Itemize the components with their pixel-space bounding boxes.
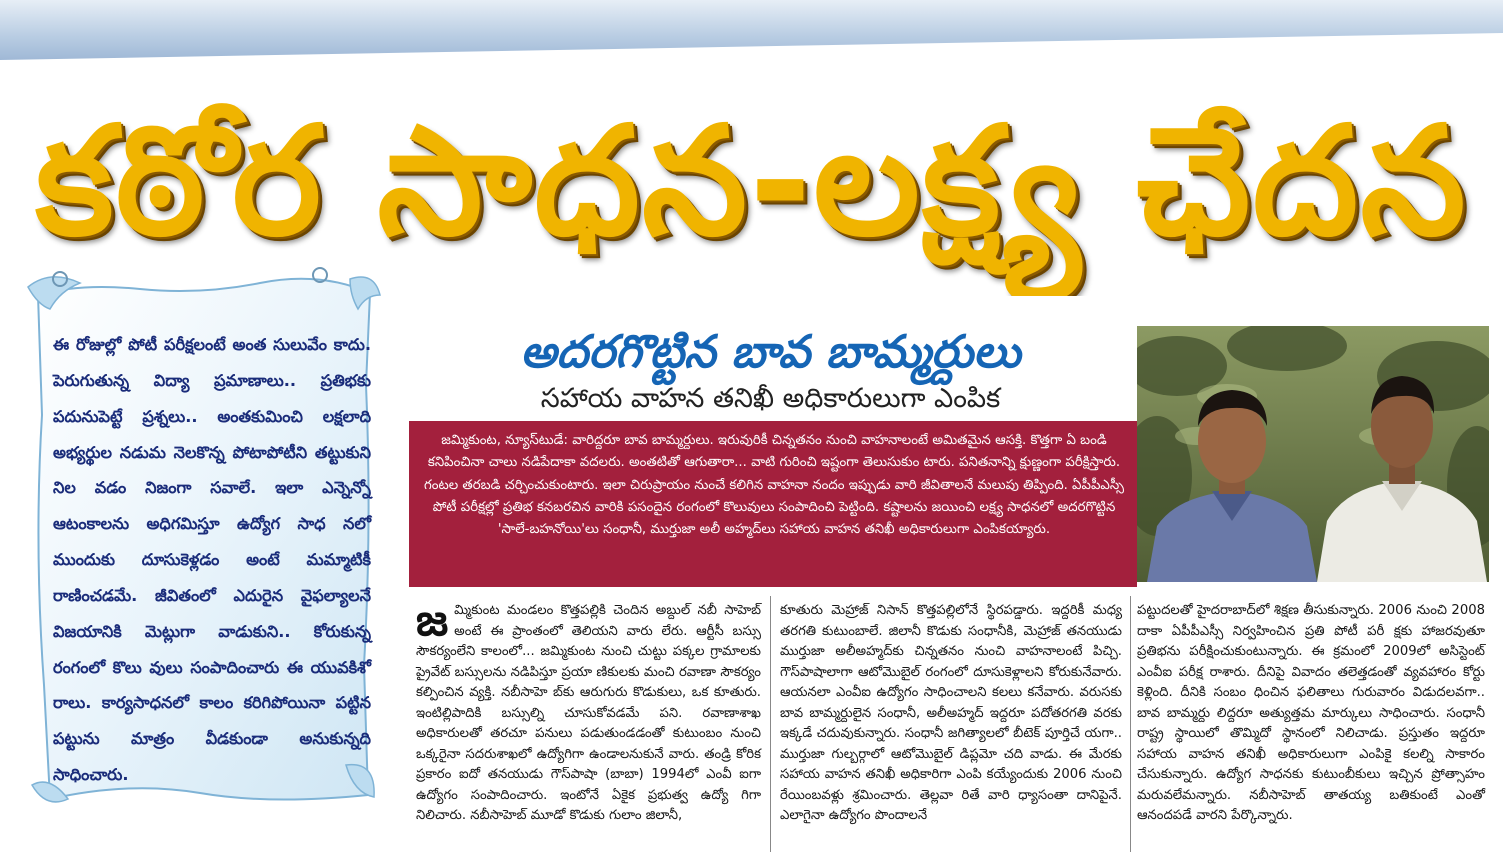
photo-illustration: [1137, 326, 1489, 582]
column-divider: [770, 596, 771, 852]
column-divider: [1130, 596, 1131, 852]
drop-cap: జ: [416, 595, 449, 646]
body-column-1: [416, 595, 761, 827]
lead-paragraph-box: జమ్మికుంట, న్యూస్‌టుడే: వారిద్దరూ బావ బామ్మర్దులు. ఇరువురికీ చిన్నతనం నుంచి వాహనాలంటే అమితమైన ఆసక్తి. కొత్తగా ఏ బండి కనిపించినా చాలు నడిపేదాకా వదలరు. అంతటితో ఆగుతారా... వాటి గురించి ఇష్టంగా తెలుసుకుం టారు. పనితనాన్ని క్షుణ్ణంగా పరీక్షిస్తారు. గంటల తరబడి చర్చించుకుంటారు. ఇలా చిరుప్రాయం నుంచే కలిగిన వాహనా నందం ఇప్పుడు వారి జీవితాలనే మలుపు తిప్పింది. ఏపీపీఎస్సీ పోటీ పరీక్షల్లో ప్రతిభ కనబరచిన వారికి పసందైన రంగంలో కొలువులు సంపాదించి పెట్టింది. కష్టాలను జయించి లక్ష్య సాధనలో అదరగొట్టిన 'సాలే-బహనోయి'లు సంధానీ, ముర్తుజా అలీ అహ్మద్‌లు సహాయ వాహన తనిఖీ అధికారులుగా ఎంపికయ్యారు.: [409, 421, 1137, 587]
portrait-photo-two-men: [1137, 326, 1489, 582]
subheadline: అదరగొట్టిన బావ బామ్మర్దులు: [520, 325, 1021, 378]
headline: కఠోర సాధన-లక్ష్య ఛేదన: [35, 95, 1468, 269]
sidebar-scroll-box: [20, 265, 385, 810]
subsubheadline: సహాయ వాహన తనిఖీ అధికారులుగా ఎంపిక: [540, 383, 1001, 414]
sidebar-text: ఈ రోజుల్లో పోటీ పరీక్షలంటే అంత సులువేం కాదు. పెరుగుతున్న విద్యా ప్రమాణాలు.. ప్రతిభకు పదునుపెట్టే ప్రశ్నలు.. అంతకుమించి లక్షలాది అభ్యర్థుల నడుమ నెలకొన్న పోటాపోటీని తట్టుకుని నిల వడం నిజంగా సవాలే. ఇలా ఎన్నెన్నో ఆటంకాలను అధిగమిస్తూ ఉద్యోగ సాధ నలో ముందుకు దూసుకెళ్లడం అంటే మమ్మాటికీ రాణించడమే. జీవితంలో ఎదురైన వైఫల్యాలనే విజయానికి మెట్లుగా వాడుకుని.. కోరుకున్న రంగంలో కొలు వులు సంపాదించారు ఈ యువకిశో రాలు. కార్యసాధనలో కాలం కరిగిపోయినా పట్టిన పట్టును మాత్రం వీడకుండా అనుకున్నది సాధించారు.: [53, 335, 371, 785]
body-column-1-text: మ్మికుంట మండలం కొత్తపల్లికి చెందిన అబ్దుల్ నబీ సాహెబ్ అంటే ఈ ప్రాంతంలో తెలియని వారు లేరు. ఆర్టీసీ బస్సు సౌకర్యంలేని కాలంలో... జమ్మికుంట నుంచి చుట్టు పక్కల గ్రామాలకు ప్రైవేట్ బస్సులను నడిపిస్తూ ప్రయా ణికులకు మంచి రవాణా సౌకర్యం కల్పించిన వ్యక్తి. నబీసాహె బ్‌కు ఆరుగురు కొడుకులు, ఒక కూతురు. ఇంటిల్లిపాదికి బస్సుల్ని చూసుకోవడమే పని. రవాణాశాఖ అధికారులతో తరచూ పనులు పడుతుండడంతో కుటుంబం నుంచి ఒక్కరైనా సదరుశాఖలో ఉద్యోగిగా ఉండాలనుకునే వారు. తండ్రి కోరిక ప్రకారం ఐదో తనయుడు గౌస్‌పాషా (బాబా) 1994లో ఎంవీ ఐగా ఉద్యోగం సంపాదించారు. ఇంటోనే ఏకైక ప్రభుత్వ ఉద్యో గిగా నిలిచారు. నబీసాహెబ్ మూడో కొడుకు గులాం జిలానీ,: [416, 603, 761, 823]
top-banner-band: [0, 0, 1503, 60]
body-column-3: పట్టుదలతో హైదరాబాద్‌లో శిక్షణ తీసుకున్నారు. 2006 నుంచి 2008 దాకా ఏపీపీఎస్సీ నిర్వహించిన ప్రతి పోటీ పరీ క్షకు హాజరవుతూ ప్రతిభను పరీక్షించుకుంటున్నారు. ఈ క్రమంలో 2009లో అసిస్టెంట్ ఎంవీఐ పరీక్ష రాశారు. దీనిపై వివాదం తలెత్తడంతో వ్యవహారం కోర్టు కెళ్లింది. దీనికి సంబం ధించిన ఫలితాలు గురువారం విడుదలవగా.. బావ బామ్మర్దు లిద్దరూ అత్యుత్తమ మార్కులు సాధించారు. సంధానీ రాష్ట్ర స్థాయిలో తొమ్మిదో స్థానంలో నిలిచాడు. ప్రస్తుతం ఇద్దరూ సహాయ వాహన తనిఖీ అధికారులుగా ఎంపికై కలల్ని సాకారం చేసుకున్నారు. ఉద్యోగ సాధనకు కుటుంబీకులు ఇచ్చిన ప్రోత్సాహం మరువలేమన్నారు. నబీసాహెబ్ తాతయ్య బతికుంటే ఎంతో ఆనందపడే వారని పేర్కొన్నారు.: [1137, 603, 1485, 823]
body-column-2: కూతురు మెహ్రాజ్ నిసాన్ కొత్తపల్లిలోనే స్థిరపడ్డారు. ఇద్దరికీ మధ్య తరగతి కుటుంబాలే. జిలానీ కొడుకు సంధానీకి, మెహ్రాజ్ తనయుడు ముర్తుజా అలీఅహ్మద్‌కు చిన్నతనం నుంచి వాహనాలంటే పిచ్చి. గౌస్‌పాషాలాగా ఆటోమొబైల్ రంగంలో దూసుకెళ్లాలని కోరుకునేవారు. ఆయనలా ఎంవీఐ ఉద్యోగం సాధించాలని కలలు కనేవారు. వరుసకు బావ బామ్మర్దులైన సంధానీ, అలీఅహ్మద్ ఇద్దరూ పదోతరగతి వరకు ఇక్కడే చదువుకున్నారు. సంధానీ జగిత్యాలలో బీటెక్ పూర్తిచే యగా.. ముర్తుజా గుల్బర్గాలో ఆటోమొబైల్ డిప్లమో చది వాడు. ఈ మేరకు సహాయ వాహన తనిఖీ అధికారిగా ఎంపి కయ్యేందుకు 2006 నుంచి రేయింబవళ్లు శ్రమించారు. తెల్లవా రితే వారి ధ్యాసంతా దానిపైనే. ఎలాగైనా ఉద్యోగం పొందాలనే: [780, 603, 1122, 823]
